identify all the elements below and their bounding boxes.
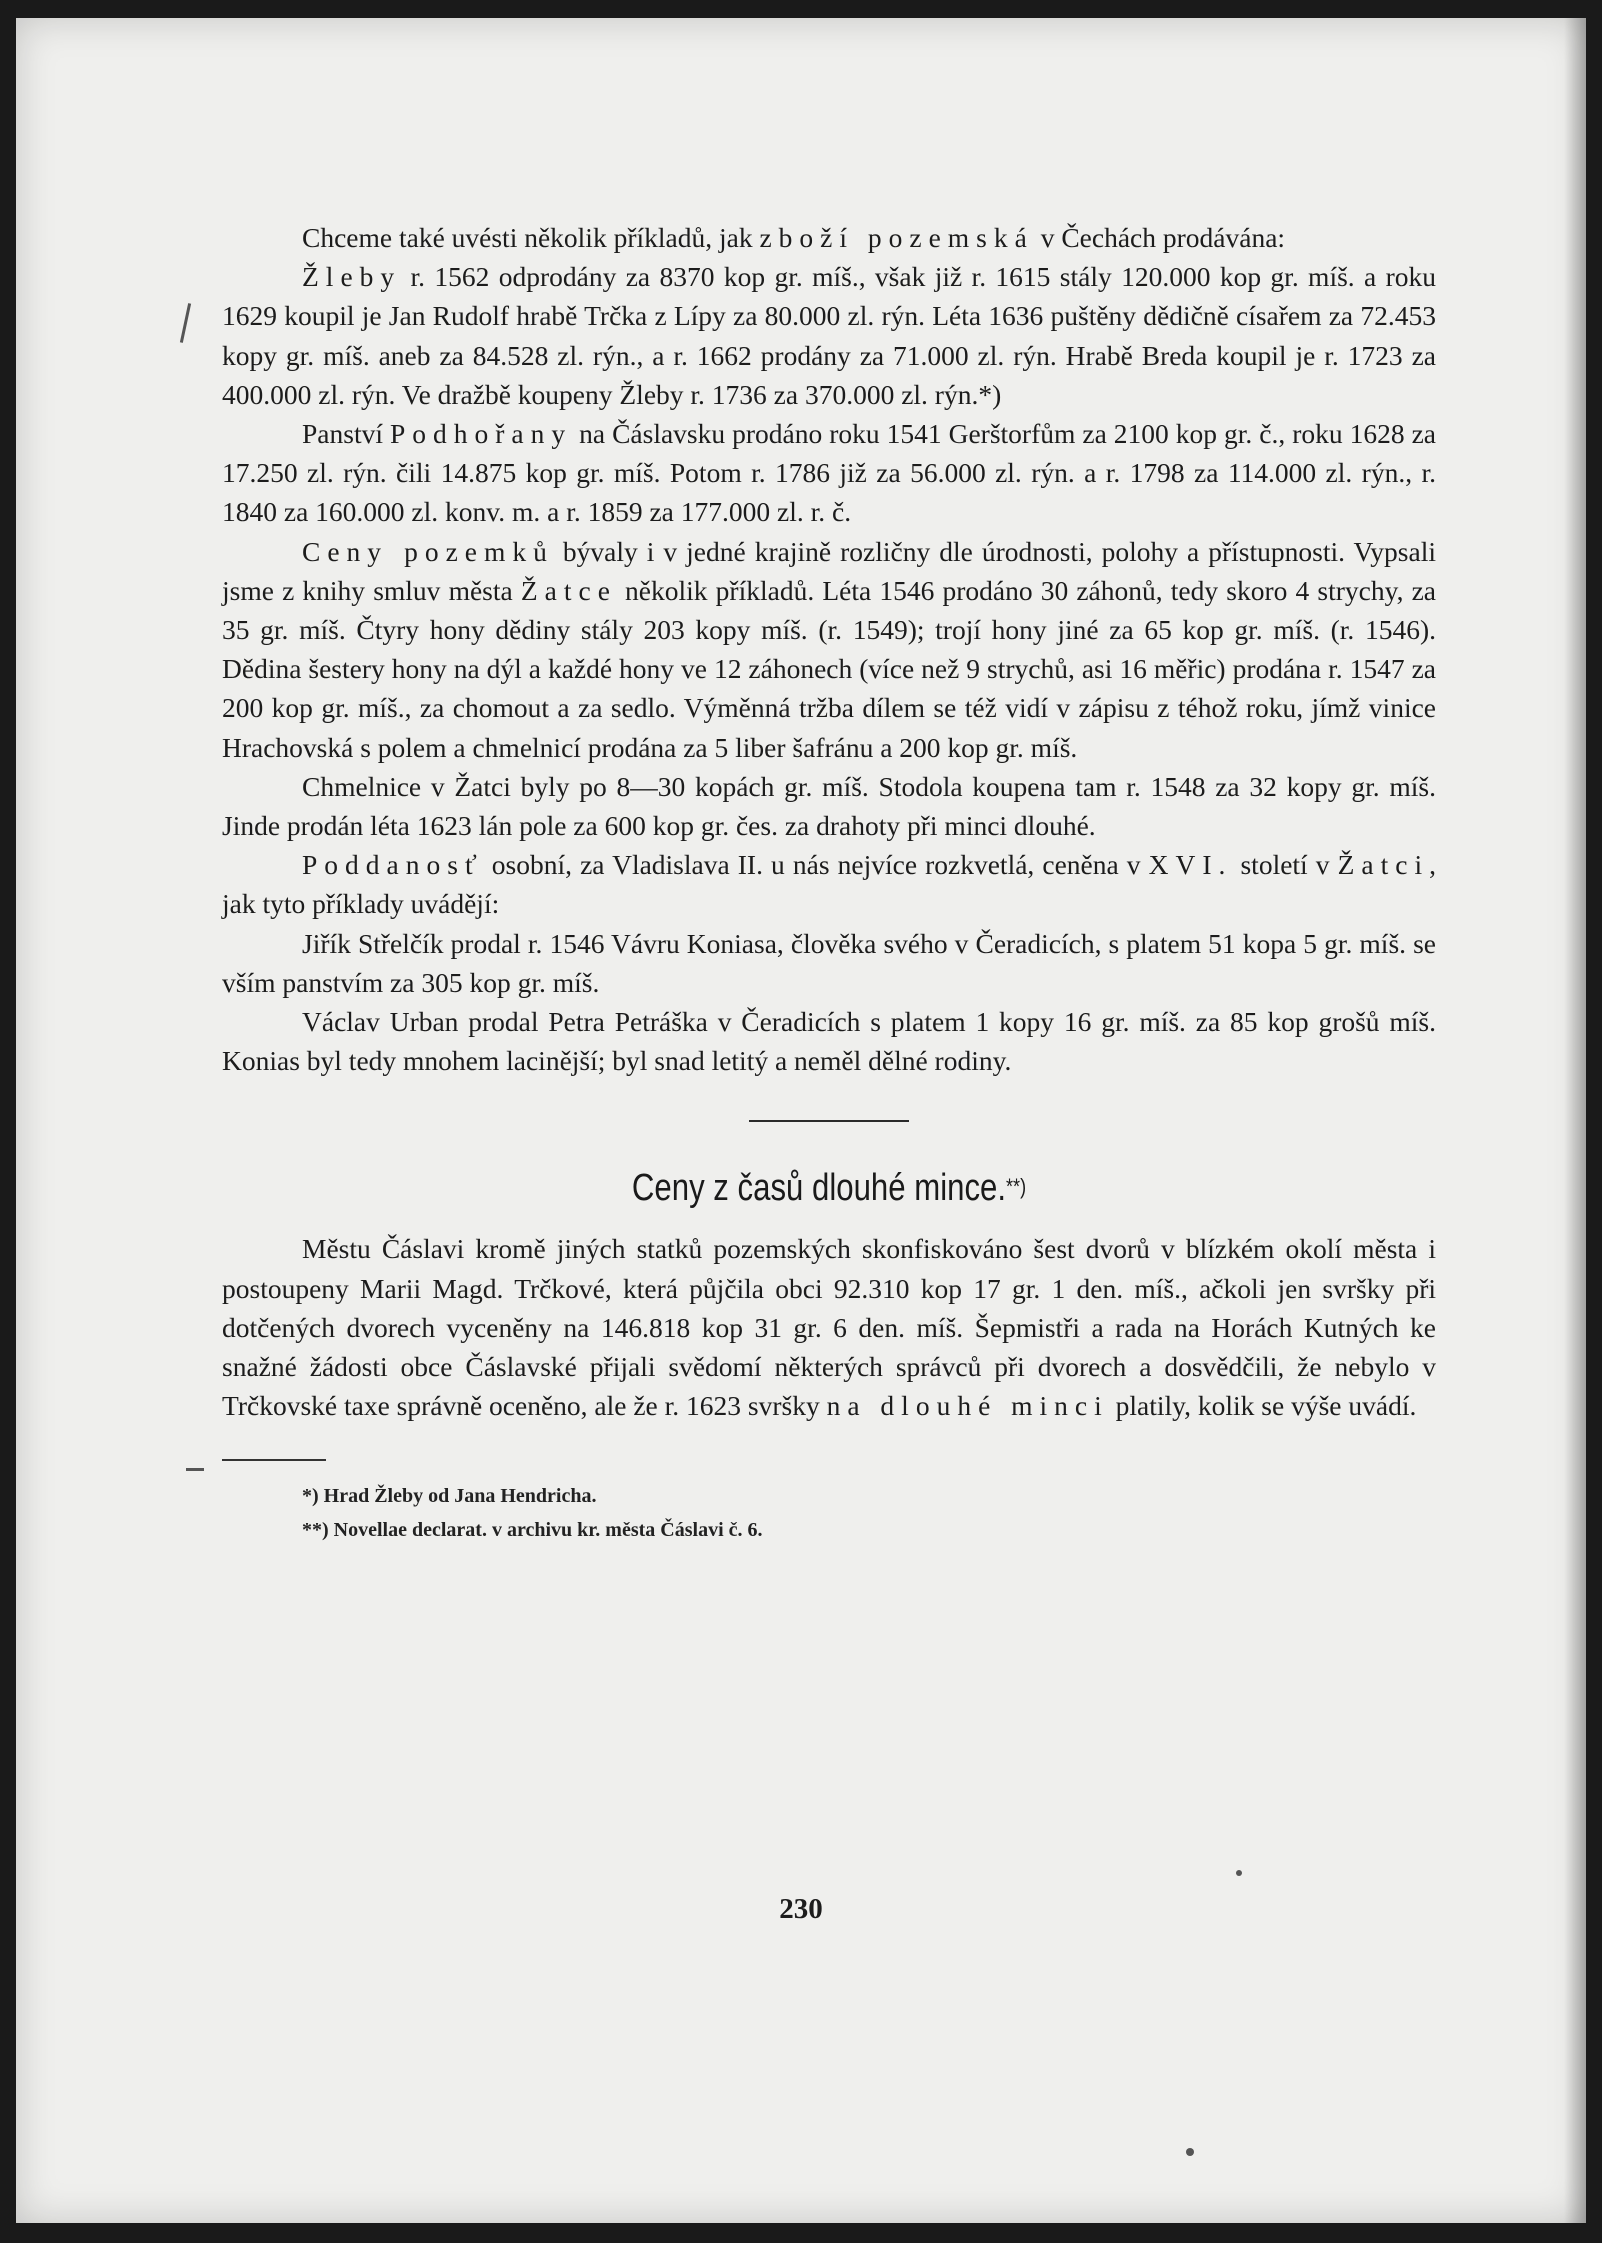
- section-divider: [749, 1120, 909, 1122]
- scanned-page: [16, 18, 1586, 2223]
- ink-dot-bottom: [1186, 2148, 1194, 2156]
- footnote-1: *) Hrad Žleby od Jana Hendricha.: [302, 1485, 597, 1508]
- margin-pencil-mark: [180, 303, 191, 343]
- section-title: Ceny z časů dlouhé mince.**): [631, 1167, 1027, 1210]
- paragraph-chmelnice: Chmelnice v Žatci byly po 8—30 kopách gr. míš. Stodola koupena tam r. 1548 za 32 kopy gr. míš. Jinde prodán léta 1623 lán pole za 600 kop gr. čes. za drahoty při minci dlouhé.: [222, 770, 1436, 842]
- paragraph-intro: Chceme také uvésti několik příkladů, jak zboží pozemská v Čechách prodávána:: [302, 222, 1286, 253]
- margin-dash-mark: [186, 1468, 204, 1471]
- page-number: 230: [779, 1893, 823, 1925]
- paragraph-podhorany: Panství Podhořany na Čáslavsku prodáno roku 1541 Gerštorfům za 2100 kop gr. č., roku 1628 za 17.250 zl. rýn. čili 14.875 kop gr. míš. Potom r. 1786 již za 56.000 zl. rýn. a r. 1798 za 114.000 zl. rýn., r. 1840 za 160.000 zl. konv. m. a r. 1859 za 177.000 zl. r. č.: [222, 418, 1437, 528]
- footnote-rule: [222, 1459, 326, 1461]
- paragraph-vaclav: Václav Urban prodal Petra Petráška v Čeradicích s platem 1 kopy 16 gr. míš. za 85 kop grošů míš. Konias byl tedy mnohem lacinější; byl snad letitý a neměl dělné rodiny.: [222, 1006, 1436, 1077]
- footnote-2: **) Novellae declarat. v archivu kr. města Čáslavi č. 6.: [302, 1519, 763, 1542]
- paragraph-poddanost: Poddanosť osobní, za Vladislava II. u nás nejvíce rozkvetlá, ceněna v XVI. století v Žatci, jak tyto příklady uvádějí:: [222, 849, 1436, 920]
- main-text: [222, 218, 1436, 1547]
- paragraph-jirik: Jiřík Střelčík prodal r. 1546 Vávru Koniasa, člověka svého v Čeradicích, s platem 51 kopa 5 gr. míš. se vším panstvím za 305 kop gr. míš.: [222, 927, 1436, 998]
- ink-dot: [1236, 1870, 1242, 1876]
- paragraph-ceny-pozemku: Ceny pozemků bývaly i v jedné krajině rozličny dle úrodnosti, polohy a přístupnosti. Vypsali jsme z knihy smluv města Žatce několik příkladů. Léta 1546 prodáno 30 záhonů, tedy skoro 4 strychy, za 35 gr. míš. Čtyry hony dědiny stály 203 kopy míš. (r. 1549); trojí hony jiné za 65 kop gr. míš. (r. 1546). Dědina šestery hony na dýl a každé hony ve 12 záhonech (více než 9 strychů, asi 16 měřic) prodána r. 1547 za 200 kop gr. míš., za chomout a za sedlo. Výměnná tržba dílem se též vidí v zápisu z téhož roku, jímž vinice Hrachovská s polem a chmelnicí prodána za 5 liber šafránu a 200 kop gr. míš.: [222, 535, 1436, 763]
- paragraph-zleby: Žleby r. 1562 odprodány za 8370 kop gr. míš., však již r. 1615 stály 120.000 kop gr. míš. a roku 1629 koupil je Jan Rudolf hrabě Trčka z Lípy za 80.000 zl. rýn. Léta 1636 puštěny dědičně císařem za 72.453 kopy gr. míš. aneb za 84.528 zl. rýn., a r. 1662 prodány za 71.000 zl. rýn. Hrabě Breda koupil je r. 1723 za 400.000 zl. rýn. Ve dražbě koupeny Žleby r. 1736 za 370.000 zl. rýn.*): [222, 261, 1436, 410]
- section-title-footnote-mark: **): [1006, 1174, 1027, 1200]
- paragraph-caslav: Městu Čáslavi kromě jiných statků pozemských skonfiskováno šest dvorů v blízkém okolí města i postoupeny Marii Magd. Trčkové, která půjčila obci 92.310 kop 17 gr. 1 den. míš., ačkoli jen svršky při dotčených dvorech vyceněny na 146.818 kop 31 gr. 6 den. míš. Šepmistři a rada na Horách Kutných ke snažné žádosti obce Čáslavské přijali svědomí některých správců při dvorech a dosvědčili, že nebylo v Trčkovské taxe správně oceněno, ale že r. 1623 svršky na dlouhé minci platily, kolik se výše uvádí.: [222, 1233, 1436, 1422]
